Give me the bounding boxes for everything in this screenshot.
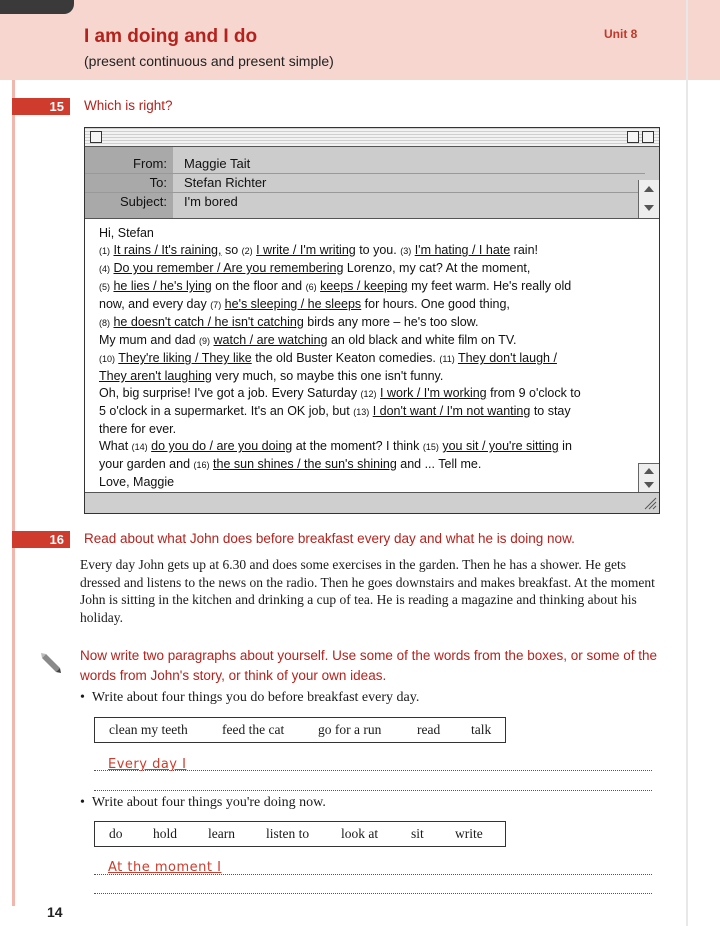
bullet-1: • Write about four things you do before breakfast every day. [80, 690, 420, 705]
bullet-2: • Write about four things you're doing now. [80, 795, 326, 810]
email-body [99, 225, 639, 491]
word-box-item: read [417, 722, 441, 737]
choice-7[interactable]: he's sleeping / he sleeps [224, 297, 362, 311]
answer-line[interactable] [94, 790, 652, 791]
choice-16[interactable]: the sun shines / the sun's shining [213, 457, 397, 471]
from-value[interactable]: Maggie Tait [184, 156, 251, 171]
email-line: (10) They're liking / They like the old Buster Keaton comedies. (11) They don't laugh / [99, 351, 557, 365]
resize-grip-icon[interactable] [643, 496, 657, 510]
word-box-2 [94, 821, 506, 847]
page-number: 14 [47, 904, 63, 920]
email-line: 5 o'clock in a supermarket. It's an OK job, but (13) I don't want / I'm not wanting to stay [99, 404, 571, 418]
email-line: (5) he lies / he's lying on the floor and (6) keeps / keeping my feet warm. He's really old [99, 279, 572, 293]
choice-3[interactable]: I'm hating / I hate [414, 243, 511, 257]
word-box-item: go for a run [318, 722, 382, 737]
exercise-number-15: 15 [12, 98, 70, 115]
corner-shadow [0, 0, 74, 14]
page-title: I am doing and I do [84, 26, 258, 47]
unit-label: Unit 8 [604, 27, 638, 41]
right-margin-line [686, 0, 688, 926]
email-window [84, 127, 660, 514]
subject-value[interactable]: I'm bored [184, 194, 238, 209]
choice-12[interactable]: I work / I'm working [380, 386, 487, 400]
window-titlebar[interactable] [85, 128, 659, 147]
choice-14[interactable]: do you do / are you doing [151, 439, 293, 453]
bullet-1-text: Write about four things you do before breakfast every day. [91, 690, 420, 705]
choice-8[interactable]: he doesn't catch / he isn't catching [113, 315, 304, 329]
answer-line[interactable] [94, 770, 652, 771]
word-box-item: write [455, 826, 483, 841]
word-box-1 [94, 717, 506, 743]
exercise-16-title: Read about what John does before breakfast every day and what he is doing now. [84, 531, 575, 546]
choice-15[interactable]: you sit / you're sitting [442, 439, 559, 453]
body-scrollbar[interactable] [638, 463, 659, 494]
word-box-item: learn [208, 826, 235, 841]
header-scrollbar[interactable] [638, 180, 659, 218]
answer-line[interactable] [94, 874, 652, 875]
writing-instruction: Now write two paragraphs about yourself. Use some of the words from the boxes, or some of the words from John's story, or think of your own ideas. [80, 648, 658, 683]
word-box-item: clean my teeth [109, 722, 188, 737]
choice-11[interactable]: They don't laugh / [457, 351, 557, 365]
email-line: (1) It rains / It's raining, so (2) I write / I'm writing to you. (3) I'm hating / I hate rain! [99, 243, 538, 257]
choice-9[interactable]: watch / are watching [213, 333, 328, 347]
word-box-item: feed the cat [222, 722, 285, 737]
greeting: Hi, Stefan [99, 226, 154, 240]
pencil-icon [40, 652, 62, 674]
word-box-item: look at [341, 826, 379, 841]
answer-starter-2: At the moment I [108, 860, 222, 875]
close-box-icon[interactable] [90, 131, 102, 143]
answer-starter-1: Every day I [108, 757, 187, 772]
choice-2[interactable]: I write / I'm writing [256, 243, 356, 257]
word-box-item: do [109, 826, 123, 841]
scroll-up-icon[interactable] [644, 468, 654, 474]
scroll-down-icon[interactable] [644, 205, 654, 211]
exercise-number-16: 16 [12, 531, 70, 548]
window-statusbar [85, 492, 659, 513]
choice-1[interactable]: It rains / It's raining, [113, 243, 222, 257]
email-line: They aren't laughing very much, so maybe this one isn't funny. [99, 369, 444, 383]
email-line: Oh, big surprise! I've got a job. Every Saturday (12) I work / I'm working from 9 o'clock to [99, 386, 581, 400]
choice-6[interactable]: keeps / keeping [320, 279, 408, 293]
choice-4[interactable]: Do you remember / Are you remembering [113, 261, 344, 275]
email-header [85, 147, 659, 219]
choice-11b[interactable]: They aren't laughing [99, 369, 212, 383]
subject-row [85, 192, 645, 211]
john-story: Every day John gets up at 6.30 and does some exercises in the garden. Then he has a shower. He gets dressed and listens to the news on the radio. Then he goes downstairs and makes breakfast. At the moment John is sitting in the kitchen and drinking a cup of tea. He is reading a magazine and thinking about his holiday. [80, 557, 655, 625]
to-row [85, 173, 645, 193]
word-box-item: sit [411, 826, 424, 841]
email-line: What (14) do you do / are you doing at the moment? I think (15) you sit / you're sitting in [99, 439, 572, 453]
to-value[interactable]: Stefan Richter [184, 175, 267, 190]
subject-label: Subject: [120, 194, 167, 209]
choice-5[interactable]: he lies / he's lying [113, 279, 212, 293]
word-box-item: hold [153, 826, 178, 841]
email-line: there for ever. [99, 422, 177, 436]
answer-line[interactable] [94, 893, 652, 894]
from-row [85, 154, 645, 174]
page-subtitle: (present continuous and present simple) [84, 53, 334, 69]
signoff: Love, Maggie [99, 475, 175, 489]
collapse-box-icon[interactable] [642, 131, 654, 143]
email-line: your garden and (16) the sun shines / the sun's shining and ... Tell me. [99, 457, 482, 471]
email-line: My mum and dad (9) watch / are watching an old black and white film on TV. [99, 333, 517, 347]
choice-10[interactable]: They're liking / They like [118, 351, 252, 365]
scroll-down-icon[interactable] [644, 482, 654, 488]
choice-13[interactable]: I don't want / I'm not wanting [372, 404, 531, 418]
margin-line [12, 80, 15, 906]
word-box-item: listen to [266, 826, 310, 841]
zoom-box-icon[interactable] [627, 131, 639, 143]
email-line: (8) he doesn't catch / he isn't catching birds any more – he's too slow. [99, 315, 479, 329]
to-label: To: [149, 175, 167, 190]
exercise-15-title: Which is right? [84, 98, 173, 113]
email-line: (4) Do you remember / Are you remembering Lorenzo, my cat? At the moment, [99, 261, 531, 275]
word-box-item: talk [471, 722, 492, 737]
scroll-up-icon[interactable] [644, 186, 654, 192]
email-line: now, and every day (7) he's sleeping / he sleeps for hours. One good thing, [99, 297, 510, 311]
from-label: From: [133, 156, 167, 171]
bullet-2-text: Write about four things you're doing now. [91, 795, 326, 810]
